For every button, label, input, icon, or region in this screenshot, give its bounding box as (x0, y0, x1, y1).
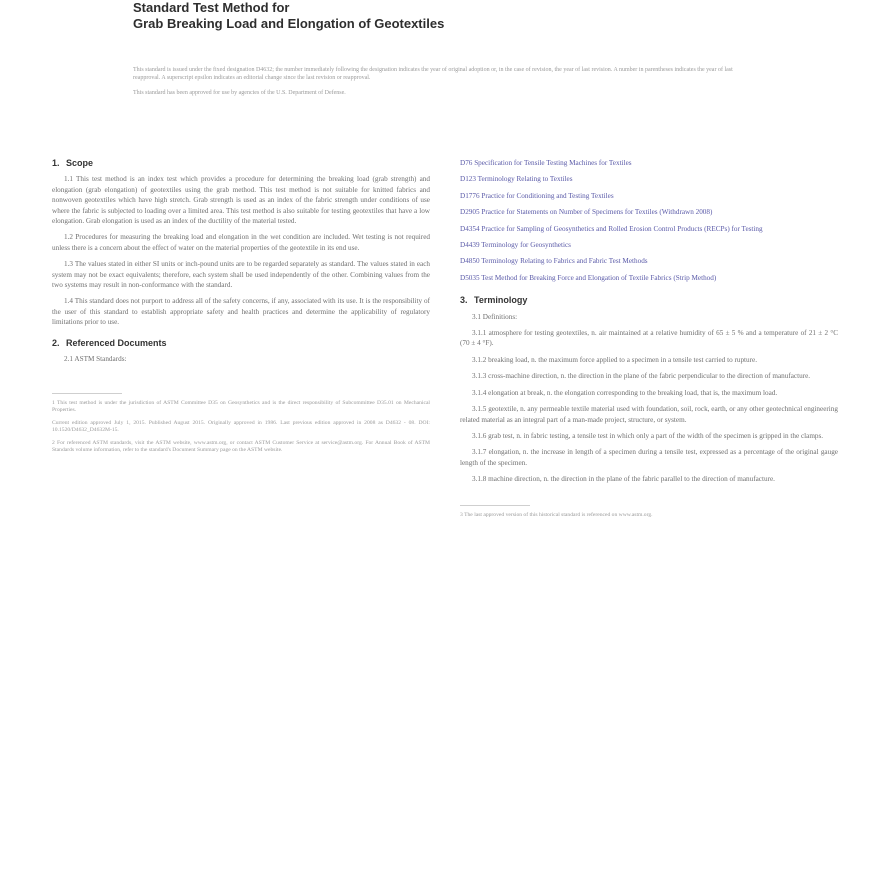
footnote-divider (460, 505, 530, 506)
reference-item (460, 158, 838, 168)
reference-title-link[interactable]: Practice for Statements on Number of Specimens for Textiles (Withdrawn 2008) (481, 208, 713, 217)
reference-code-link[interactable]: D5035 (460, 273, 480, 282)
terminology-paragraph: 3.1.6 grab test, n. in fabric testing, a tensile test in which only a part of the width of the specimen is gripped in the clamps. (472, 431, 824, 440)
reference-item (460, 256, 838, 266)
reference-code-link[interactable]: D4439 (460, 241, 480, 250)
terminology-paragraph: 3.1.7 elongation, n. the increase in length of a specimen during a tensile test, expressed as a percentage of the original gauge length of the specimen. (460, 448, 838, 467)
terminology-paragraph: 3.1.2 breaking load, n. the maximum force applied to a specimen in a tensile test carried to rupture. (472, 355, 758, 364)
scope-paragraph: 1.1 This test method is an index test which provides a procedure for determining the breaking load (grab strength) and elongation (grab elongation) of geotextiles using the grab method. This test method is not suitable for knitted fabrics and nonwoven geotextiles which have high stretch. Grab strength is used as an index of the fabric strength under conditions of use where the fabric is subjected to loading over a limited area. This test method is also suitable for testing geotextiles that have a low elongation. Grab elongation is used as an index of the ductility of the material tested. (52, 175, 430, 226)
reference-title-link[interactable]: Terminology for Geosynthetics (481, 241, 571, 250)
reference-title-link[interactable]: Terminology Relating to Textiles (477, 175, 573, 184)
section-number: 3. (460, 295, 468, 306)
scope-paragraph: 1.2 Procedures for measuring the breaking load and elongation in the wet condition are included. Wet testing is not required unless there is a concern about the effect of water on the material properties of the geotextile in its end use. (52, 233, 430, 252)
scope-heading (52, 158, 430, 168)
section-number: 2. (52, 337, 60, 348)
left-column (52, 158, 430, 460)
footnote: 1 This test method is under the jurisdiction of ASTM Committee D35 on Geosynthetics and is the direct responsibility of Subcommittee D35.01 on Mechanical Properties. (52, 399, 430, 414)
reference-item (460, 191, 838, 201)
reference-code-link[interactable]: D76 (460, 159, 473, 167)
abstract-paragraph: This standard has been approved for use by agencies of the U.S. Department of Defense. (133, 90, 346, 96)
title-line-1: Standard Test Method for (133, 0, 290, 15)
reference-code-link[interactable]: D4354 (460, 224, 480, 233)
terminology-paragraph: 3.1.8 machine direction, n. the direction in the plane of the fabric parallel to the direction of manufacture. (472, 475, 775, 484)
reference-title-link[interactable]: Practice for Sampling of Geosynthetics and Rolled Erosion Control Products (RECPs) for Testing (481, 224, 763, 233)
footnote: Current edition approved July 1, 2015. Published August 2015. Originally approved in 1986. Last previous edition approved in 2008 as D4632 - 08. DOI: 10.1520/D4632_D4632M-15. (52, 419, 430, 434)
scope-paragraph: 1.3 The values stated in either SI units or inch-pound units are to be regarded separately as standard. The values stated in each system may not be exact equivalents; therefore, each system shall be used independently of the other. Combining values from the two systems may result in non-conformance with the standard. (52, 260, 430, 290)
reference-title-link[interactable]: Specification for Tensile Testing Machines for Textiles (474, 159, 632, 167)
footnote: 3 The last approved version of this historical standard is referenced on www.astm.org. (460, 511, 653, 518)
referenced-documents-heading (52, 338, 430, 348)
reference-title-link[interactable]: Test Method for Breaking Force and Elongation of Textile Fabrics (Strip Method) (481, 273, 717, 282)
reference-item (460, 273, 838, 283)
footnote-divider (52, 393, 122, 394)
terminology-paragraph: 3.1 Definitions: (472, 312, 518, 321)
reference-code-link[interactable]: D2905 (460, 208, 480, 217)
reference-item (460, 174, 838, 184)
title-line-2: Grab Breaking Load and Elongation of Geotextiles (133, 16, 445, 31)
terminology-paragraph: 3.1.1 atmosphere for testing geotextiles, n. air maintained at a relative humidity of 65 ± 5 % and a temperature of 21 ± 2 °C (70 ± 4 °F). (460, 329, 838, 348)
terminology-paragraph: 3.1.4 elongation at break, n. the elongation corresponding to the breaking load, that is, the maximum load. (472, 388, 778, 397)
refdocs-paragraph: 2.1 ASTM Standards: (64, 355, 127, 364)
section-label: Scope (66, 158, 94, 168)
terminology-paragraph: 3.1.5 geotextile, n. any permeable textile material used with foundation, soil, rock, earth, or any other geotechnical engineering related material as an integral part of a man-made project, structure, or system. (460, 405, 838, 424)
section-label: Terminology (474, 295, 528, 306)
reference-code-link[interactable]: D1776 (460, 191, 480, 200)
reference-code-link[interactable]: D123 (460, 175, 476, 184)
reference-item (460, 207, 838, 217)
scope-paragraph: 1.4 This standard does not purport to address all of the safety concerns, if any, associated with its use. It is the responsibility of the user of this standard to establish appropriate safety and health practices and determine the applicability of regulatory limitations prior to use. (52, 297, 430, 327)
reference-item (460, 240, 838, 250)
right-column (460, 158, 838, 524)
reference-title-link[interactable]: Practice for Conditioning and Testing Textiles (481, 191, 614, 200)
section-number: 1. (52, 158, 60, 168)
reference-code-link[interactable]: D4850 (460, 257, 480, 266)
terminology-paragraph: 3.1.3 cross-machine direction, n. the direction in the plane of the fabric perpendicular to the direction of manufacture. (472, 372, 811, 381)
terminology-heading (460, 295, 838, 305)
section-label: Referenced Documents (66, 337, 167, 348)
footnote: 2 For referenced ASTM standards, visit the ASTM website, www.astm.org, or contact ASTM Customer Service at service@astm.org. For Annual Book of ASTM Standards volume information, refer to the standard's Document Summary page on the ASTM website. (52, 439, 430, 454)
abstract (133, 66, 738, 104)
reference-item (460, 224, 838, 234)
reference-title-link[interactable]: Terminology Relating to Fabrics and Fabric Test Methods (481, 257, 648, 266)
document-title (133, 0, 444, 32)
abstract-paragraph: This standard is issued under the fixed designation D4632; the number immediately following the designation indicates the year of original adoption or, in the case of revision, the year of last revision. A number in parentheses indicates the year of last reapproval. A superscript epsilon indicates an editorial change since the last revision or reapproval. (133, 67, 733, 81)
